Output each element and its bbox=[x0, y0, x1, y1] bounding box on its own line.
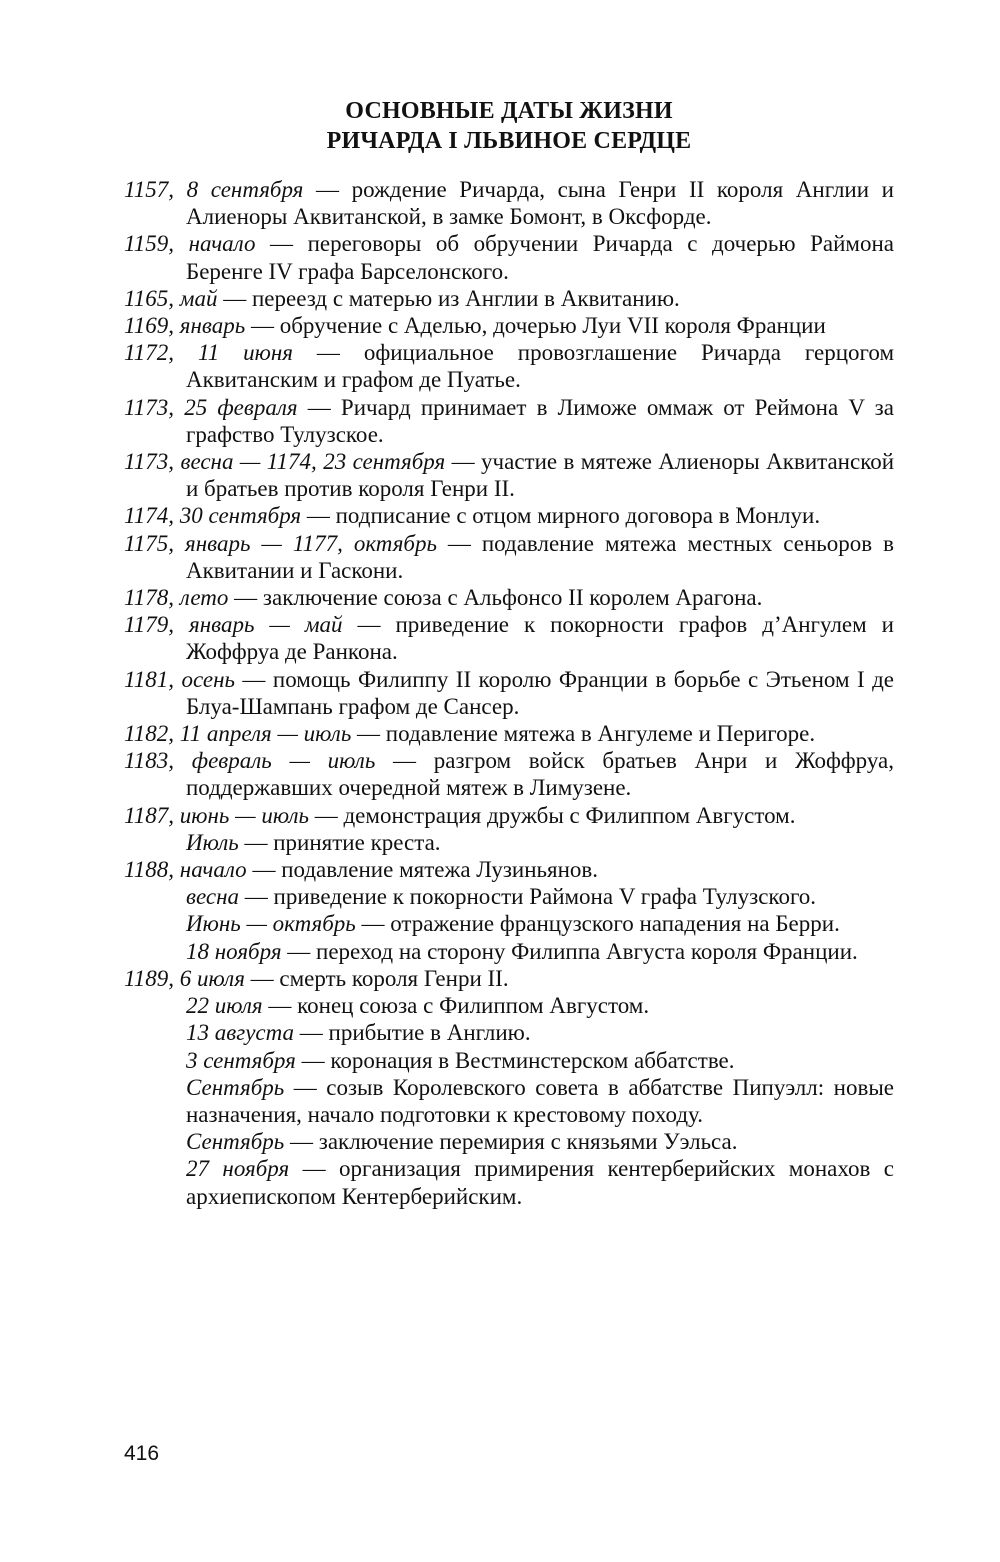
entry-text: — Ричард принимает в Лиможе оммаж от Реймона V за графство Тулузское. bbox=[186, 394, 894, 447]
entry-date: 27 ноября bbox=[186, 1156, 290, 1182]
title-line-2: РИЧАРДА I ЛЬВИНОЕ СЕРДЦЕ bbox=[326, 128, 692, 154]
entry-text: — подавление мятежа в Ангулеме и Перигоре. bbox=[351, 721, 816, 747]
entry-date: 1159, начало bbox=[124, 231, 256, 257]
chronology-subentry bbox=[124, 992, 894, 1019]
entry-date: 1183, февраль — июль bbox=[124, 748, 376, 774]
entry-text: — заключение союза с Альфонсо II королем Арагона. bbox=[228, 585, 763, 611]
entry-text: — прибытие в Англию. bbox=[294, 1020, 531, 1046]
chronology-subentry bbox=[124, 938, 894, 965]
chronology-entry bbox=[124, 965, 894, 992]
chronology-subentry bbox=[124, 829, 894, 856]
chronology-entry bbox=[124, 856, 894, 883]
entry-date: 22 июля bbox=[186, 993, 263, 1019]
chronology-subentry bbox=[124, 1128, 894, 1155]
chronology-entry bbox=[124, 285, 894, 312]
entry-text: — официальное провозглашение Ричарда герцогом Аквитанским и графом де Пуатье. bbox=[186, 340, 895, 393]
entry-date: 1181, осень bbox=[124, 666, 235, 692]
chronology-subentry bbox=[124, 910, 894, 937]
entry-text: — организация примирения кентерберийских монахов с архиепископом Кентерберийским. bbox=[186, 1156, 894, 1209]
chronology-entry bbox=[124, 802, 894, 829]
entry-text: — переговоры об обручении Ричарда с дочерью Раймона Беренге IV графа Барселонского. bbox=[186, 231, 895, 284]
entry-date: 1169, январь bbox=[124, 313, 246, 339]
entry-text: — приведение к покорности Раймона V графа Тулузского. bbox=[239, 884, 817, 910]
entry-text: — демонстрация дружбы с Филиппом Августом. bbox=[308, 802, 796, 828]
chronology-entry bbox=[124, 584, 894, 611]
chronology-subentry bbox=[124, 1074, 894, 1128]
entry-text: — конец союза с Филиппом Августом. bbox=[262, 993, 650, 1019]
title-line-1: ОСНОВНЫЕ ДАТЫ ЖИЗНИ bbox=[345, 98, 673, 124]
chronology-subentry bbox=[124, 883, 894, 910]
chronology-entry bbox=[124, 230, 894, 284]
entry-text: — обручение с Аделью, дочерью Луи VII короля Франции bbox=[245, 313, 826, 339]
entry-date: 1188, начало bbox=[124, 857, 247, 883]
chronology-entry bbox=[124, 611, 894, 665]
entry-date: 3 сентября bbox=[186, 1047, 296, 1073]
chronology-entry bbox=[124, 530, 894, 584]
entry-text: — разгром войск братьев Анри и Жоффруа, поддержавших очередной мятеж в Лимузене. bbox=[186, 748, 894, 801]
entry-date: Июль bbox=[186, 829, 239, 855]
entry-date: 1172, 11 июня bbox=[124, 340, 293, 366]
entry-date: весна bbox=[186, 884, 240, 910]
entry-date: 1174, 30 сентября bbox=[124, 503, 302, 529]
entry-text: — участие в мятеже Алиеноры Аквитанской и братьев против короля Генри II. bbox=[186, 449, 895, 502]
entry-text: — смерть короля Генри II. bbox=[244, 965, 509, 991]
page-body bbox=[124, 96, 894, 1210]
chronology-entry bbox=[124, 502, 894, 529]
entry-date: 1173, весна — 1174, 23 сентября bbox=[124, 449, 446, 475]
chronology-subentry bbox=[124, 1019, 894, 1046]
entry-text: — отражение французского нападения на Берри. bbox=[355, 911, 840, 937]
entry-text: — коронация в Вестминстерском аббатстве. bbox=[295, 1047, 735, 1073]
chronology-entry bbox=[124, 720, 894, 747]
entry-date: 1157, 8 сентября bbox=[124, 177, 304, 202]
entry-date: 13 августа bbox=[186, 1020, 295, 1046]
chronology-entry bbox=[124, 312, 894, 339]
entry-date: 1165, май bbox=[124, 285, 218, 311]
entry-date: 1179, январь — май bbox=[124, 612, 343, 638]
entry-text: — заключение перемирия с князьями Уэльса. bbox=[284, 1129, 738, 1155]
entry-text: — переход на сторону Филиппа Августа короля Франции. bbox=[281, 938, 858, 964]
chronology-entry bbox=[124, 394, 894, 448]
entry-date: 1182, 11 апреля — июль bbox=[124, 721, 352, 747]
entry-date: Сентябрь bbox=[186, 1074, 285, 1100]
chronology-entry bbox=[124, 666, 894, 720]
chronology-entry bbox=[124, 448, 894, 502]
entry-date: 18 ноября bbox=[186, 938, 282, 964]
entry-text: — подавление мятежа местных сеньоров в Аквитании и Гаскони. bbox=[186, 530, 894, 583]
page-title bbox=[124, 96, 894, 156]
entry-date: 1175, январь — 1177, октябрь bbox=[124, 530, 437, 556]
page-number: 416 bbox=[124, 1442, 160, 1465]
chronology-subentry bbox=[124, 1047, 894, 1074]
entry-date: Июнь — октябрь bbox=[186, 911, 356, 937]
entry-text: — приведение к покорности графов д’Ангулем и Жоффруа де Ранкона. bbox=[186, 612, 894, 665]
entry-text: — созыв Королевского совета в аббатстве Пипуэлл: новые назначения, начало подготовки к крестовому походу. bbox=[186, 1074, 894, 1127]
entry-text: — помощь Филиппу II королю Франции в борьбе с Этьеном I де Блуа-Шампань графом де Сансер. bbox=[186, 666, 894, 719]
entry-date: 1187, июнь — июль bbox=[124, 802, 309, 828]
chronology-list bbox=[124, 176, 894, 1210]
entry-text: — подавление мятежа Лузиньянов. bbox=[246, 857, 599, 883]
chronology-entry bbox=[124, 747, 894, 801]
entry-text: — переезд с матерью из Англии в Аквитанию. bbox=[217, 285, 680, 311]
entry-date: 1178, лето bbox=[124, 585, 229, 611]
chronology-entry bbox=[124, 339, 894, 393]
entry-text: — подписание с отцом мирного договора в Монлуи. bbox=[301, 503, 821, 529]
entry-text: — рождение Ричарда, сына Генри II короля Англии и Алиеноры Аквитанской, в замке Бомонт, в Оксфорде. bbox=[186, 177, 894, 230]
entry-date: Сентябрь bbox=[186, 1129, 285, 1155]
entry-text: — принятие креста. bbox=[238, 829, 441, 855]
chronology-entry bbox=[124, 176, 894, 230]
chronology-subentry bbox=[124, 1155, 894, 1209]
entry-date: 1189, 6 июля bbox=[124, 965, 245, 991]
entry-date: 1173, 25 февраля bbox=[124, 394, 298, 420]
